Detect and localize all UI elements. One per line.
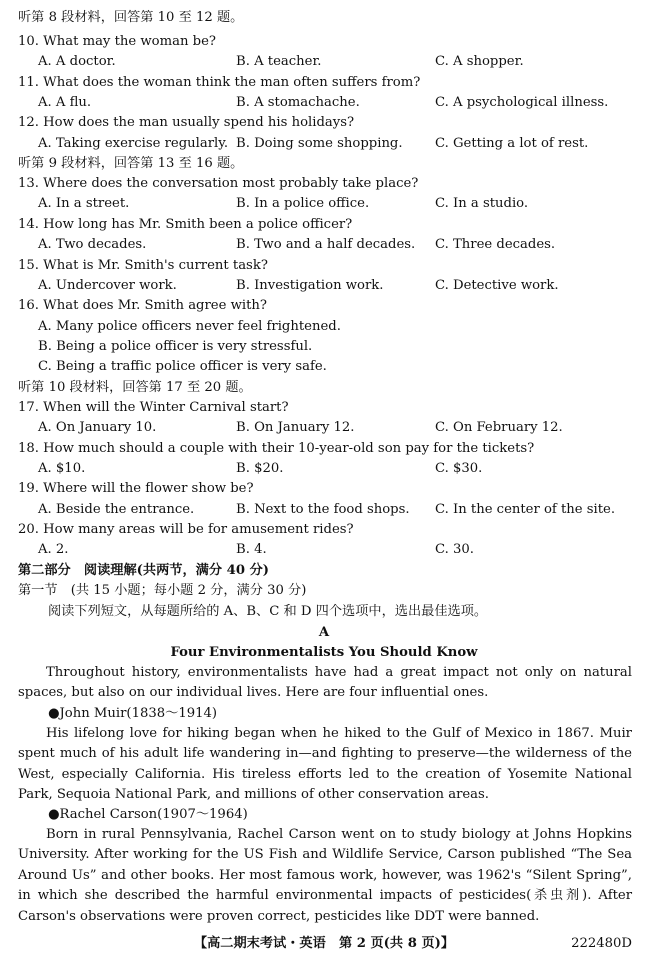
- option-b: B. In a police office.: [236, 196, 370, 211]
- option-c: C. A shopper.: [435, 54, 524, 69]
- part-2-heading: 第二部分 阅读理解(共两节，满分 40 分): [18, 563, 270, 578]
- muir-paragraph: His lifelong love for hiking began when he hiked to the Gulf of Mexico in 1867. Muir spent much of his adult life wandering in—and fighting to preserve—the wilderness of the West, especially California. His tireless efforts led to the creation of Yosemite National Park, Sequoia National Park, and millions of other conservation areas.: [18, 726, 632, 803]
- option-a: A. Undercover work.: [38, 278, 177, 293]
- option-b: B. A stomachache.: [236, 95, 360, 110]
- option-c: C. In the center of the site.: [435, 502, 616, 517]
- question-18-stem: 18. How much should a couple with their 10-year-old son pay for the tickets?: [18, 441, 535, 456]
- option-a: A. 2.: [38, 542, 69, 557]
- section-10-intro: 听第 10 段材料，回答第 17 至 20 题。: [18, 380, 252, 395]
- intro-paragraph: Throughout history, environmentalists have had a great impact not only on natural spaces, but also on our individual lives. Here are four influential ones.: [18, 665, 632, 701]
- question-16-option-c: C. Being a traffic police officer is very safe.: [38, 359, 327, 374]
- question-17-stem: 17. When will the Winter Carnival start?: [18, 400, 289, 415]
- option-a: A. A flu.: [38, 95, 92, 110]
- passage-title: Four Environmentalists You Should Know: [170, 645, 478, 660]
- option-c: C. On February 12.: [435, 420, 563, 435]
- option-b: B. On January 12.: [236, 420, 355, 435]
- question-16-option-a: A. Many police officers never feel frightened.: [38, 319, 341, 334]
- option-b: B. $20.: [236, 461, 284, 476]
- option-b: B. 4.: [236, 542, 267, 557]
- carson-heading: ●Rachel Carson(1907～1964): [48, 807, 248, 822]
- option-a: A. Two decades.: [38, 237, 147, 252]
- question-16-option-b: B. Being a police officer is very stressful.: [38, 339, 313, 354]
- option-b: B. Two and a half decades.: [236, 237, 416, 252]
- option-c: C. In a studio.: [435, 196, 529, 211]
- option-a: A. Beside the entrance.: [38, 502, 195, 517]
- option-c: C. Getting a lot of rest.: [435, 136, 589, 151]
- option-b: B. Next to the food shops.: [236, 502, 410, 517]
- option-b: B. A teacher.: [236, 54, 322, 69]
- option-a: A. A doctor.: [38, 54, 116, 69]
- question-16-stem: 16. What does Mr. Smith agree with?: [18, 298, 267, 313]
- question-19-stem: 19. Where will the flower show be?: [18, 481, 254, 496]
- carson-paragraph: Born in rural Pennsylvania, Rachel Carson went on to study biology at Johns Hopkins University. After working for the US Fish and Wildlife Service, Carson published “The Sea Around Us” and other books. Her most famous work, however, was 1962's “Silent Spring”, in which she described the harmful environmental impacts of pesticides(杀虫剂). After Carson's observations were proven correct, pesticides like DDT were banned.: [18, 827, 632, 924]
- option-c: C. $30.: [435, 461, 483, 476]
- question-14-stem: 14. How long has Mr. Smith been a police officer?: [18, 217, 353, 232]
- section-8-intro: 听第 8 段材料，回答第 10 至 12 题。: [18, 10, 244, 25]
- option-c: C. 30.: [435, 542, 474, 557]
- reading-instruction: 阅读下列短文，从每题所给的 A、B、C 和 D 四个选项中，选出最佳选项。: [48, 604, 488, 619]
- section-1-heading: 第一节 (共 15 小题；每小题 2 分，满分 30 分): [18, 583, 307, 598]
- option-c: C. A psychological illness.: [435, 95, 609, 110]
- muir-heading: ●John Muir(1838～1914): [48, 706, 218, 721]
- question-13-stem: 13. Where does the conversation most probably take place?: [18, 176, 419, 191]
- question-12-stem: 12. How does the man usually spend his holidays?: [18, 115, 355, 130]
- question-20-stem: 20. How many areas will be for amusement rides?: [18, 522, 354, 537]
- exam-code: 222480D: [571, 936, 632, 951]
- option-c: C. Three decades.: [435, 237, 556, 252]
- passage-letter: A: [318, 625, 330, 640]
- option-c: C. Detective work.: [435, 278, 559, 293]
- option-a: A. Taking exercise regularly.: [38, 136, 229, 151]
- question-11-stem: 11. What does the woman think the man often suffers from?: [18, 75, 421, 90]
- option-b: B. Investigation work.: [236, 278, 384, 293]
- option-b: B. Doing some shopping.: [236, 136, 403, 151]
- option-a: A. In a street.: [38, 196, 130, 211]
- option-a: A. On January 10.: [38, 420, 157, 435]
- question-15-stem: 15. What is Mr. Smith's current task?: [18, 258, 268, 273]
- option-a: A. $10.: [38, 461, 86, 476]
- section-9-intro: 听第 9 段材料，回答第 13 至 16 题。: [18, 156, 244, 171]
- page-footer: 【高二期末考试・英语 第 2 页(共 8 页)】: [193, 936, 455, 951]
- question-10-stem: 10. What may the woman be?: [18, 34, 216, 49]
